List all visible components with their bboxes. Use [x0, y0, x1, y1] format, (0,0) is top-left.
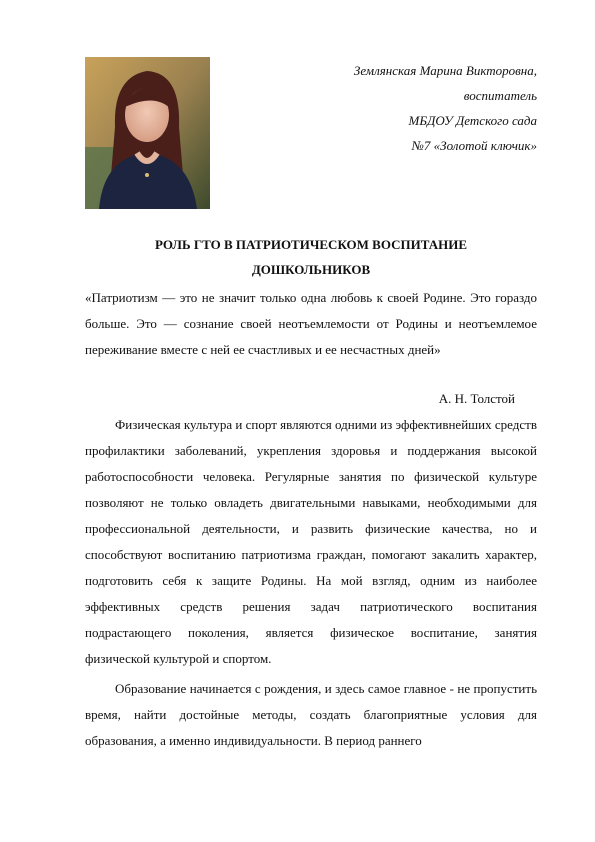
title-line-1: РОЛЬ ГТО В ПАТРИОТИЧЕСКОМ ВОСПИТАНИЕ: [154, 237, 468, 252]
author-organization-name: №7 «Золотой ключик»: [411, 138, 537, 153]
epigraph-author: А. Н. Толстой: [438, 391, 515, 406]
author-position: воспитатель: [463, 88, 537, 103]
article-body: [85, 412, 537, 758]
portrait-photo-icon: [85, 57, 210, 209]
paragraph: Физическая культура и спорт являются одними из эффективнейших средств профилактики заболеваний, укрепления здоровья и поддержания высокой работоспособности человека. Регулярные занятия по физической культуре позволяют не только овладеть двигательными навыками, необходимыми для профессиональной деятельности, и развить физические качества, но и способствуют воспитанию патриотизма граждан, помогают закалить характер, подготовить себя к защите Родины. На мой взгляд, одним из наиболее эффективных средств решения задач патриотического воспитания подрастающего поколения, является физическое воспитание, занятия физической культурой и спортом.: [85, 417, 537, 666]
paragraph: Образование начинается с рождения, и здесь самое главное - не пропустить время, найти достойные методы, создать благоприятные условия для образования, а именно индивидуальности. В период раннего: [85, 681, 537, 748]
title-line-2: ДОШКОЛЬНИКОВ: [251, 262, 371, 277]
epigraph-text: «Патриотизм — это не значит только одна любовь к своей Родине. Это гораздо больше. Это — сознание своей неотъемлемости от Родины и неотъемлемое переживание вместе с ней ее счастливых и ее несчастных дней»: [85, 290, 537, 357]
author-name: Землянская Марина Викторовна,: [353, 63, 537, 78]
author-photo: [85, 57, 210, 209]
author-block: [277, 58, 537, 158]
article-title: [85, 232, 537, 282]
author-organization: МБДОУ Детского сада: [408, 113, 537, 128]
